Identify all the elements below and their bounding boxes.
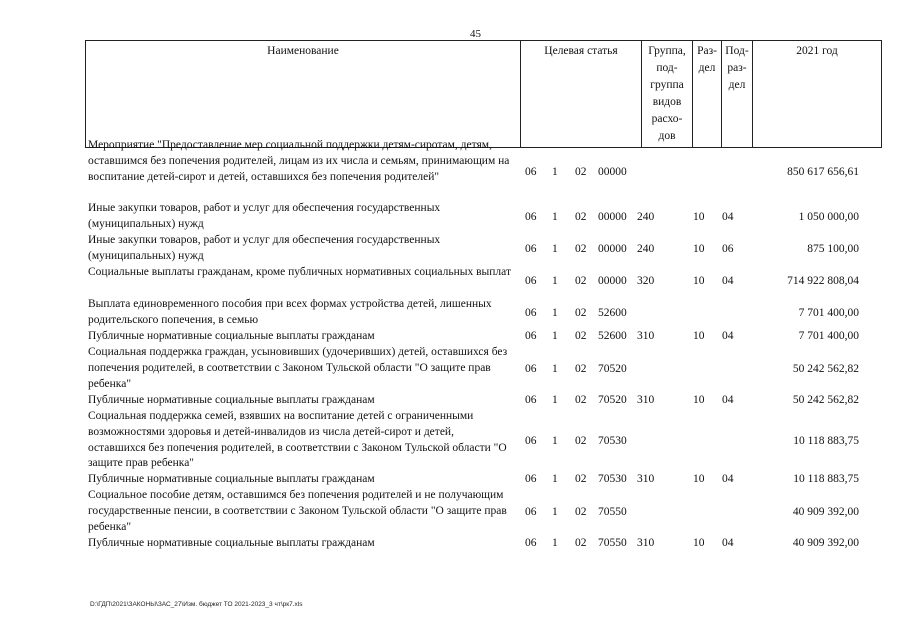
- file-path-footer: D:\ГДП\2021\ЗАКОНЫ\ЗАС_27\Изм. бюджет ТО 2021-2023_3 чт\рк7.xls: [90, 601, 303, 608]
- cell-subprogram: 1: [552, 243, 558, 256]
- table-row: [88, 472, 873, 488]
- table-row: [88, 536, 873, 552]
- row-name: Мероприятие "Предоставление мер социальной поддержки детям-сиротам, детям, оставшимся без попечения родителей, лицам из их числа и семьям, принимающим на воспитание детей-сирот и детей, оставшихся без попечения родителей": [88, 139, 510, 183]
- cell-event: 02: [575, 243, 587, 256]
- cell-program: 06: [525, 394, 537, 407]
- cell-program: 06: [525, 243, 537, 256]
- row-name: Выплата единовременного пособия при всех формах устройства детей, лишенных родительского попечения, в семью: [88, 298, 492, 326]
- cell-subsection: 04: [722, 330, 734, 343]
- cell-direction: 70530: [598, 473, 627, 486]
- cell-subsection: 06: [722, 243, 734, 256]
- cell-event: 02: [575, 211, 587, 224]
- cell-event: 02: [575, 307, 587, 320]
- cell-direction: 70520: [598, 363, 627, 376]
- row-name: Иные закупки товаров, работ и услуг для обеспечения государственных (муниципальных) нужд: [88, 234, 441, 262]
- cell-event: 02: [575, 330, 587, 343]
- header-group: [642, 41, 693, 148]
- cell-program: 06: [525, 473, 537, 486]
- cell-subprogram: 1: [552, 166, 558, 179]
- header-group-line: дов: [658, 130, 676, 142]
- table-row: [88, 138, 873, 201]
- cell-amount: 850 617 656,61: [787, 166, 859, 179]
- cell-amount: 1 050 000,00: [798, 211, 859, 224]
- cell-amount: 40 909 392,00: [792, 537, 859, 550]
- header-name: Наименование: [86, 41, 521, 148]
- cell-direction: 70550: [598, 537, 627, 550]
- cell-amount: 50 242 562,82: [792, 363, 859, 376]
- header-subsection-line: дел: [728, 79, 746, 91]
- cell-event: 02: [575, 166, 587, 179]
- cell-section: 10: [693, 394, 705, 407]
- cell-direction: 00000: [598, 243, 627, 256]
- cell-amount: 7 701 400,00: [798, 307, 859, 320]
- cell-subsection: 04: [722, 394, 734, 407]
- cell-section: 10: [693, 243, 705, 256]
- cell-subprogram: 1: [552, 473, 558, 486]
- header-section-line: дел: [698, 62, 716, 74]
- cell-event: 02: [575, 473, 587, 486]
- cell-section: 10: [693, 537, 705, 550]
- header-group-line: под-: [656, 62, 678, 74]
- cell-subprogram: 1: [552, 211, 558, 224]
- table-body: [88, 138, 873, 552]
- cell-event: 02: [575, 275, 587, 288]
- row-name: Социальная поддержка граждан, усыновивших (удочеривших) детей, оставшихся без попечения родителей, в соответствии с Законом Тульской области "О защите прав ребенка": [88, 346, 508, 390]
- row-name: Социальная поддержка семей, взявших на воспитание детей с ограниченными возможностями здоровья и детей-инвалидов из числа детей-сирот и детей, оставшихся без попечения родителей, в соответствии с Законом Тульской области "О защите прав ребенка": [88, 410, 507, 470]
- cell-direction: 00000: [598, 211, 627, 224]
- cell-expense-group: 240: [637, 211, 655, 224]
- cell-direction: 70520: [598, 394, 627, 407]
- cell-expense-group: 240: [637, 243, 655, 256]
- cell-direction: 52600: [598, 307, 627, 320]
- table-row: [88, 488, 873, 536]
- cell-section: 10: [693, 330, 705, 343]
- cell-program: 06: [525, 330, 537, 343]
- row-name: Публичные нормативные социальные выплаты гражданам: [88, 394, 375, 406]
- header-group-line: видов: [652, 96, 682, 108]
- cell-expense-group: 310: [637, 394, 655, 407]
- header-subsection: [722, 41, 753, 148]
- cell-section: 10: [693, 473, 705, 486]
- cell-expense-group: 310: [637, 537, 655, 550]
- cell-amount: 50 242 562,82: [792, 394, 859, 407]
- cell-expense-group: 310: [637, 330, 655, 343]
- cell-subsection: 04: [722, 275, 734, 288]
- table-row: [88, 265, 873, 297]
- header-section-line: Раз-: [697, 45, 717, 57]
- cell-amount: 714 922 808,04: [787, 275, 859, 288]
- page-number: 45: [470, 28, 481, 40]
- cell-amount: 10 118 883,75: [793, 435, 859, 448]
- cell-amount: 7 701 400,00: [798, 330, 859, 343]
- table-row: [88, 345, 873, 393]
- table-row: [88, 201, 873, 233]
- cell-subsection: 04: [722, 473, 734, 486]
- cell-subsection: 04: [722, 211, 734, 224]
- header-year: 2021 год: [753, 41, 882, 148]
- row-name: Иные закупки товаров, работ и услуг для обеспечения государственных (муниципальных) нужд: [88, 202, 441, 230]
- cell-subsection: 04: [722, 537, 734, 550]
- cell-subprogram: 1: [552, 506, 558, 519]
- table-row: [88, 393, 873, 409]
- header-group-line: группа: [650, 79, 684, 91]
- cell-direction: 52600: [598, 330, 627, 343]
- row-name: Социальные выплаты гражданам, кроме публичных нормативных социальных выплат: [88, 266, 511, 278]
- cell-expense-group: 320: [637, 275, 655, 288]
- cell-amount: 40 909 392,00: [792, 506, 859, 519]
- table-header: [85, 40, 882, 148]
- cell-program: 06: [525, 363, 537, 376]
- cell-subprogram: 1: [552, 275, 558, 288]
- cell-event: 02: [575, 537, 587, 550]
- cell-program: 06: [525, 537, 537, 550]
- header-subsection-line: раз-: [727, 62, 747, 74]
- cell-event: 02: [575, 435, 587, 448]
- cell-section: 10: [693, 211, 705, 224]
- cell-program: 06: [525, 506, 537, 519]
- cell-direction: 70530: [598, 435, 627, 448]
- cell-subprogram: 1: [552, 363, 558, 376]
- row-name: Социальное пособие детям, оставшимся без попечения родителей и не получающим государственные пенсии, в соответствии с Законом Тульской области "О защите прав ребенка": [88, 489, 507, 533]
- cell-subprogram: 1: [552, 435, 558, 448]
- cell-program: 06: [525, 166, 537, 179]
- header-subsection-line: Под-: [725, 45, 749, 57]
- cell-section: 10: [693, 275, 705, 288]
- cell-subprogram: 1: [552, 394, 558, 407]
- table-row: [88, 297, 873, 329]
- header-section: [693, 41, 722, 148]
- table-row: [88, 233, 873, 265]
- cell-program: 06: [525, 307, 537, 320]
- cell-subprogram: 1: [552, 330, 558, 343]
- table-row: [88, 329, 873, 345]
- cell-program: 06: [525, 211, 537, 224]
- cell-direction: 00000: [598, 275, 627, 288]
- header-code: Целевая статья: [521, 41, 642, 148]
- cell-amount: 10 118 883,75: [793, 473, 859, 486]
- cell-subprogram: 1: [552, 307, 558, 320]
- cell-direction: 00000: [598, 166, 627, 179]
- cell-program: 06: [525, 435, 537, 448]
- cell-event: 02: [575, 363, 587, 376]
- row-name: Публичные нормативные социальные выплаты гражданам: [88, 330, 375, 342]
- cell-event: 02: [575, 394, 587, 407]
- row-name: Публичные нормативные социальные выплаты гражданам: [88, 537, 375, 549]
- row-name: Публичные нормативные социальные выплаты гражданам: [88, 473, 375, 485]
- cell-event: 02: [575, 506, 587, 519]
- header-group-line: Группа,: [648, 45, 686, 57]
- cell-expense-group: 310: [637, 473, 655, 486]
- cell-program: 06: [525, 275, 537, 288]
- cell-amount: 875 100,00: [807, 243, 859, 256]
- header-group-line: расхо-: [651, 113, 683, 125]
- table-row: [88, 409, 873, 472]
- cell-direction: 70550: [598, 506, 627, 519]
- cell-subprogram: 1: [552, 537, 558, 550]
